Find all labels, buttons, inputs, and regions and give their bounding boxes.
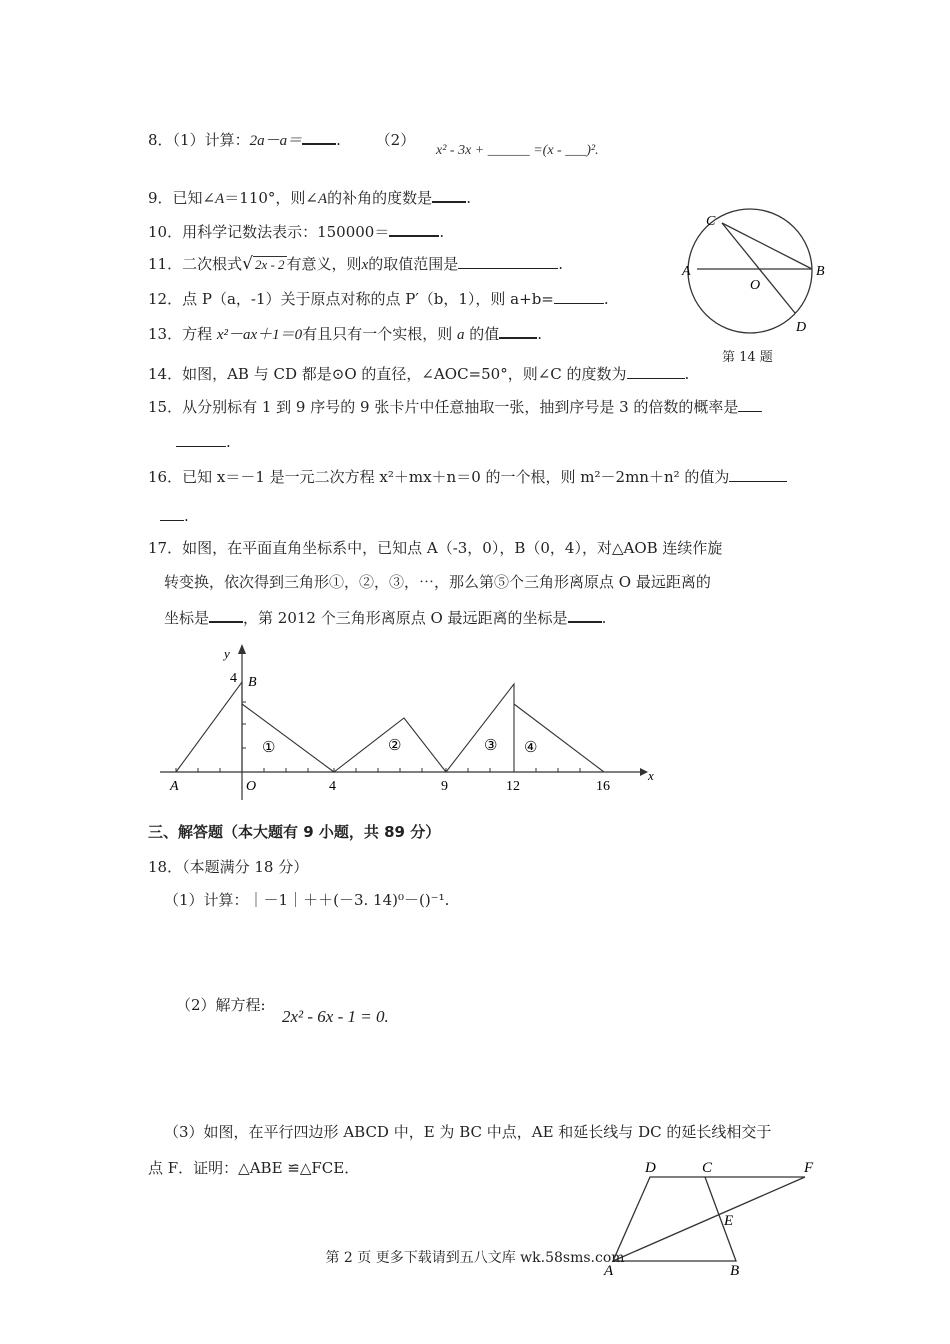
question-17-line3 — [164, 607, 606, 628]
q12-end: . — [603, 290, 609, 308]
marker-2: ② — [388, 738, 402, 754]
question-17-line1: 17．如图，在平面直角坐标系中，已知点 A（-3，0），B（0，4），对△AOB 连续作旋 — [148, 539, 723, 557]
q9-end: . — [466, 189, 471, 207]
label-d: D — [796, 320, 807, 335]
label-d: D — [645, 1160, 656, 1176]
q11-text-c: 的取值范围是 — [368, 255, 459, 273]
tick-o: O — [246, 779, 257, 794]
question-18-part2-equation: 2x² - 6x - 1 = 0. — [282, 1007, 389, 1026]
q13-var: a — [456, 327, 465, 343]
question-17-line2: 转变换，依次得到三角形①，②，③，⋯，那么第⑤个三角形离原点 O 最远距离的 — [164, 573, 711, 591]
q14-end: . — [684, 365, 690, 383]
q9-var2: A — [318, 191, 328, 207]
triangle-aob — [176, 682, 242, 772]
y-axis-arrow-icon — [238, 644, 246, 654]
figure-14-caption: 第 14 题 — [722, 350, 773, 365]
question-16 — [148, 467, 787, 487]
question-12 — [148, 289, 609, 309]
label-f: F — [804, 1160, 814, 1176]
question-14 — [148, 364, 689, 384]
figure-17-rotations — [150, 640, 670, 810]
diameter-cd — [722, 223, 795, 313]
question-15-cont — [176, 432, 231, 452]
label-b: B — [816, 264, 825, 279]
q11-end: . — [558, 255, 564, 273]
q8-number: 8． — [148, 131, 173, 149]
marker-4: ④ — [524, 740, 538, 756]
chord-cb — [722, 223, 812, 269]
q13-text-a: 13．方程 — [148, 325, 217, 343]
q16-blank-a[interactable] — [729, 467, 787, 482]
question-8: 8．（1）计算：2a－a＝ . （2） — [148, 131, 416, 149]
triangle-1 — [242, 704, 334, 772]
q17-text-a: 坐标是 — [164, 609, 210, 627]
q17-end: . — [601, 609, 607, 627]
question-13 — [148, 323, 542, 345]
label-b: B — [248, 675, 257, 690]
q17-blank-b[interactable] — [568, 607, 602, 623]
q11-var: x — [361, 257, 369, 273]
question-18-head: 18．（本题满分 18 分） — [148, 858, 309, 876]
q8-part1-label: （1）计算： — [172, 131, 250, 149]
q13-text-b: 有且只有一个实根，则 — [302, 325, 457, 343]
y-axis-label: y — [224, 646, 230, 661]
q8-part2-label: （2） — [375, 131, 416, 149]
triangle-4 — [514, 704, 604, 772]
q11-text-b: 有意义，则 — [286, 255, 362, 273]
y-ticks — [242, 702, 246, 748]
q11-radicand: 2x - 2 — [254, 257, 285, 272]
q15-blank-b[interactable] — [176, 432, 226, 447]
y-tick-4: 4 — [230, 671, 237, 686]
q12-blank[interactable] — [554, 289, 604, 304]
q11-blank[interactable] — [458, 254, 558, 269]
figure-14-circle — [680, 205, 830, 345]
x-axis-arrow-icon — [640, 768, 648, 776]
label-e: E — [724, 1213, 734, 1229]
q16-end: . — [184, 507, 189, 525]
q9-text-b: ＝110°，则∠ — [224, 189, 318, 207]
q15-text: 15．从分别标有 1 到 9 序号的 9 张卡片中任意抽取一张，抽到序号是 3 的倍数的概率是 — [148, 398, 739, 416]
question-10 — [148, 221, 444, 242]
question-18-part3-line2: 点 F．证明：△ABE ≌△FCE． — [148, 1159, 360, 1177]
tick-16: 16 — [596, 779, 610, 794]
q9-text-a: 9．已知∠ — [148, 189, 216, 207]
q16-text: 16．已知 x＝－1 是一元二次方程 x²＋mx＋n＝0 的一个根，则 m²－2mn＋n² 的值为 — [148, 468, 730, 486]
question-16-cont — [160, 506, 189, 526]
q13-text-c: 的值 — [464, 325, 500, 343]
label-b: B — [730, 1263, 740, 1279]
q13-blank[interactable] — [499, 323, 537, 339]
q12-text: 12．点 P（a，-1）关于原点对称的点 P′（b，1），则 a+b= — [148, 290, 554, 308]
q9-var: A — [215, 191, 225, 207]
marker-1: ① — [262, 740, 276, 756]
q15-blank-a[interactable] — [738, 397, 762, 412]
page-footer: 第 2 页 更多下载请到五八文库 wk.58sms.com — [325, 1250, 625, 1266]
label-c: C — [706, 214, 716, 229]
q10-blank[interactable] — [389, 221, 439, 237]
question-15 — [148, 397, 762, 417]
tick-12: 12 — [506, 779, 520, 794]
marker-3: ③ — [484, 738, 498, 754]
label-a: A — [604, 1263, 614, 1279]
question-18-part2-label: （2）解方程: — [176, 996, 266, 1014]
q17-blank-a[interactable] — [209, 607, 243, 623]
q17-text-b: ，第 2012 个三角形离原点 O 最远距离的坐标是 — [243, 609, 568, 627]
q8-blank[interactable] — [302, 129, 336, 145]
question-11 — [148, 254, 563, 275]
q16-blank-b[interactable] — [160, 506, 184, 521]
question-9 — [148, 187, 471, 209]
q13-end: . — [537, 325, 543, 343]
q9-blank[interactable] — [432, 187, 466, 203]
q14-blank[interactable] — [627, 364, 685, 379]
q15-end: . — [226, 433, 231, 451]
q11-text-a: 11．二次根式 — [148, 255, 243, 273]
tick-a: A — [170, 779, 179, 794]
tick-4: 4 — [329, 779, 336, 794]
question-18-part3-line1: （3）如图，在平行四边形 ABCD 中，E 为 BC 中点，AE 和延长线与 DC 的延长线相交于 — [164, 1123, 772, 1141]
x-axis-label: x — [648, 768, 654, 783]
label-c: C — [702, 1160, 713, 1176]
radical-sign-icon: √ — [242, 254, 253, 274]
q8-expression: 2a－a＝ — [249, 133, 303, 149]
triangle-3 — [446, 684, 514, 772]
q14-text: 14．如图，AB 与 CD 都是⊙O 的直径，∠AOC=50°，则∠C 的度数为 — [148, 365, 627, 383]
section-3-title: 三、解答题（本大题有 9 小题，共 89 分） — [148, 823, 441, 841]
q8-math: x² - 3x + ______ =(x - ___)². — [436, 143, 599, 158]
q9-text-c: 的补角的度数是 — [327, 189, 433, 207]
q10-text: 10．用科学记数法表示：150000＝ — [148, 223, 390, 241]
q10-end: . — [439, 223, 445, 241]
label-o: O — [750, 278, 761, 293]
tick-9: 9 — [441, 779, 448, 794]
label-a: A — [682, 264, 691, 279]
question-18-part1: （1）计算：｜－1｜＋＋(－3. 14)⁰－()⁻¹. — [164, 891, 450, 909]
q13-equation: x²－ax＋1＝0 — [216, 327, 303, 343]
